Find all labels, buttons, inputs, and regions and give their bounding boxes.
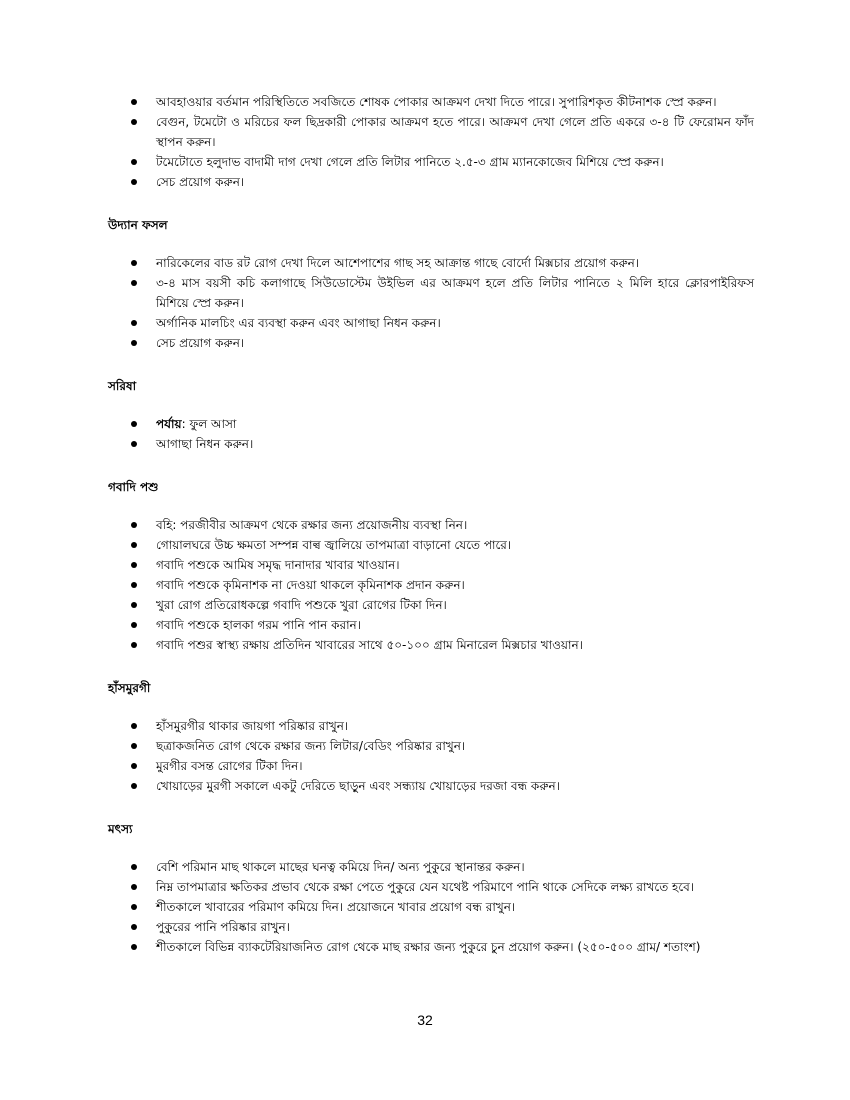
list-item: খুরা রোগ প্রতিরোধকল্পে গবাদি পশুকে খুরা রোগের টিকা দিন।: [0, 595, 850, 615]
mustard-advice-list: [0, 414, 850, 454]
list-item: টমেটোতে হলুদাভ বাদামী দাগ দেখা গেলে প্রতি লিটার পানিতে ২.৫-৩ গ্রাম ম্যানকোজেব মিশিয়ে স্প্রে করুন।: [0, 152, 850, 172]
bullet-icon: [131, 743, 137, 749]
list-item: গবাদি পশুকে আমিষ সমৃদ্ধ দানাদার খাবার খাওয়ান।: [0, 555, 850, 575]
list-item: গবাদি পশুর স্বাস্থ্য রক্ষায় প্রতিদিন খাবারের সাথে ৫০-১০০ গ্রাম মিনারেল মিক্সচার খাওয়ান।: [0, 635, 850, 655]
bullet-icon: [131, 723, 137, 729]
list-item: সেচ প্রয়োগ করুন।: [0, 333, 850, 353]
list-item: মুরগীর বসন্ত রোগের টিকা দিন।: [0, 756, 850, 776]
bullet-icon: [131, 421, 137, 427]
bullet-icon: [131, 441, 137, 447]
bullet-icon: [131, 159, 137, 165]
list-item: আগাছা নিধন করুন।: [0, 434, 850, 454]
section-heading-livestock: গবাদি পশু: [108, 480, 159, 494]
section-heading-horticulture: উদ্যান ফসল: [108, 218, 168, 232]
bullet-icon: [131, 864, 137, 870]
bullet-icon: [131, 562, 137, 568]
list-item: বহি: পরজীবীর আক্রমণ থেকে রক্ষার জন্য প্রয়োজনীয় ব্যবস্থা নিন।: [0, 515, 850, 535]
stage-value: : ফুল আসা: [181, 417, 237, 431]
bullet-icon: [131, 924, 137, 930]
list-item: গবাদি পশুকে হালকা গরম পানি পান করান।: [0, 615, 850, 635]
list-item: অর্গানিক মালচিং এর ব্যবস্থা করুন এবং আগাছা নিধন করুন।: [0, 313, 850, 333]
page-number: 32: [417, 1012, 433, 1028]
section-heading-fisheries: মৎস্য: [108, 822, 133, 836]
bullet-icon: [131, 642, 137, 648]
bullet-icon: [131, 944, 137, 950]
bullet-icon: [131, 904, 137, 910]
bullet-icon: [131, 179, 137, 185]
bullet-icon: [131, 119, 137, 125]
stage-label: পর্যায়: [156, 417, 182, 431]
vegetable-advice-list: [0, 92, 850, 192]
bullet-icon: [131, 99, 137, 105]
section-heading-mustard: সরিষা: [108, 379, 137, 393]
bullet-icon: [131, 763, 137, 769]
list-item: সেচ প্রয়োগ করুন।: [0, 172, 850, 192]
list-item: গবাদি পশুকে কৃমিনাশক না দেওয়া থাকলে কৃমিনাশক প্রদান করুন।: [0, 575, 850, 595]
list-item: হাঁসমুরগীর থাকার জায়গা পরিষ্কার রাখুন।: [0, 716, 850, 736]
page-content: [0, 92, 850, 957]
bullet-icon: [131, 320, 137, 326]
poultry-advice-list: [0, 716, 850, 796]
list-item: নারিকেলের বাড রট রোগ দেখা দিলে আশেপাশের গাছ সহ আক্রান্ত গাছে বোর্দো মিক্সচার প্রয়োগ করুন।: [0, 253, 850, 273]
bullet-icon: [131, 622, 137, 628]
bullet-icon: [131, 783, 137, 789]
list-item: আবহাওয়ার বর্তমান পরিস্থিতিতে সবজিতে শোষক পোকার আক্রমণ দেখা দিতে পারে। সুপারিশকৃত কীটনাশক স্প্রে করুন।: [0, 92, 850, 112]
bullet-icon: [131, 542, 137, 548]
list-item-stage: [0, 414, 850, 434]
livestock-advice-list: [0, 515, 850, 655]
list-item: নিম্ন তাপমাত্রার ক্ষতিকর প্রভাব থেকে রক্ষা পেতে পুকুরে যেন যথেষ্ট পরিমাণে পানি থাকে সেদিকে লক্ষ্য রাখতে হবে।: [0, 877, 850, 897]
bullet-icon: [131, 260, 137, 266]
bullet-icon: [131, 280, 137, 286]
horticulture-advice-list: [0, 253, 850, 353]
bullet-icon: [131, 884, 137, 890]
section-heading-poultry: হাঁসমুরগী: [108, 681, 151, 695]
bullet-icon: [131, 602, 137, 608]
list-item: খোয়াড়ের মুরগী সকালে একটু দেরিতে ছাড়ুন এবং সন্ধ্যায় খোয়াড়ের দরজা বন্ধ করুন।: [0, 776, 850, 796]
bullet-icon: [131, 522, 137, 528]
list-item: ছত্রাকজনিত রোগ থেকে রক্ষার জন্য লিটার/বেডিং পরিষ্কার রাখুন।: [0, 736, 850, 756]
list-item: ৩-৪ মাস বয়সী কচি কলাগাছে সিউডোস্টেম উইভিল এর আক্রমণ হলে প্রতি লিটার পানিতে ২ মিলি হারে ক্লোরপাইরিফস মিশিয়ে স্প্রে করুন।: [0, 273, 850, 313]
bullet-icon: [131, 582, 137, 588]
list-item: শীতকালে খাবারের পরিমাণ কমিয়ে দিন। প্রয়োজনে খাবার প্রয়োগ বন্ধ রাখুন।: [0, 897, 850, 917]
list-item: বেশি পরিমান মাছ থাকলে মাছের ঘনত্ব কমিয়ে দিন/ অন্য পুকুরে স্থানান্তর করুন।: [0, 857, 850, 877]
list-item: শীতকালে বিভিন্ন ব্যাকটেরিয়াজনিত রোগ থেকে মাছ রক্ষার জন্য পুকুরে চুন প্রয়োগ করুন। (২৫০-৫০০ গ্রাম/ শতাংশ): [0, 937, 850, 957]
list-item: গোয়ালঘরে উচ্চ ক্ষমতা সম্পন্ন বাল্ব জ্বালিয়ে তাপমাত্রা বাড়ানো যেতে পারে।: [0, 535, 850, 555]
list-item: বেগুন, টমেটো ও মরিচের ফল ছিদ্রকারী পোকার আক্রমণ হতে পারে। আক্রমণ দেখা গেলে প্রতি একরে ৩-৪ টি ফেরোমন ফাঁদ স্থাপন করুন।: [0, 112, 850, 152]
list-item: পুকুরের পানি পরিষ্কার রাখুন।: [0, 917, 850, 937]
fisheries-advice-list: [0, 857, 850, 957]
bullet-icon: [131, 340, 137, 346]
